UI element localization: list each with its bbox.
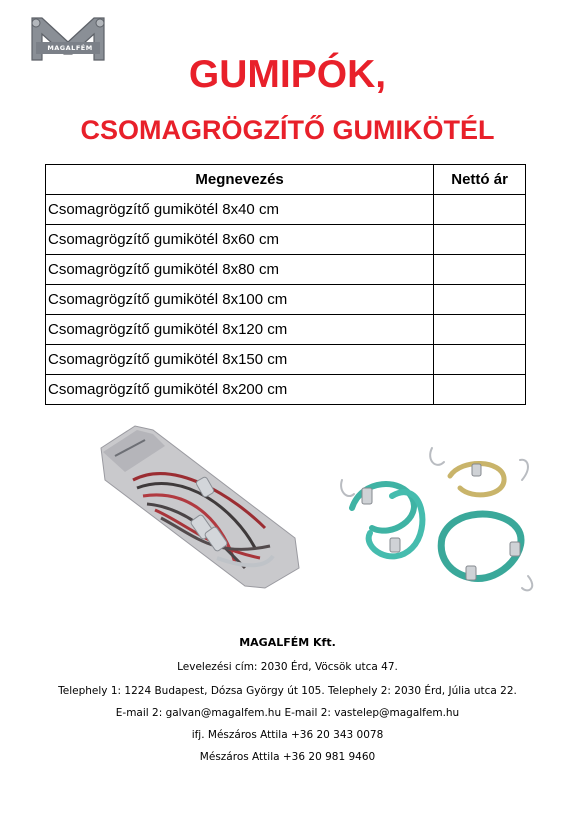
mailing-address: Levelezési cím: 2030 Érd, Vöcsök utca 47.	[177, 661, 398, 673]
product-name: Csomagrögzítő gumikötél 8x120 cm	[46, 315, 434, 345]
table-row	[46, 315, 526, 345]
page-title: GUMIPÓK,	[188, 53, 387, 96]
product-name: Csomagrögzítő gumikötél 8x150 cm	[46, 345, 434, 375]
product-name: Csomagrögzítő gumikötél 8x100 cm	[46, 285, 434, 315]
product-photo-cords	[332, 438, 547, 598]
product-price	[434, 255, 526, 285]
table-row	[46, 225, 526, 255]
product-name: Csomagrögzítő gumikötél 8x60 cm	[46, 225, 434, 255]
phone-contact-2: Mészáros Attila +36 20 981 9460	[199, 751, 376, 763]
product-price	[434, 285, 526, 315]
product-name: Csomagrögzítő gumikötél 8x40 cm	[46, 195, 434, 225]
bungee-cords-image	[332, 438, 547, 598]
product-photo-packaged	[95, 418, 305, 590]
phone-contact-1: ifj. Mészáros Attila +36 20 343 0078	[191, 729, 384, 741]
table-row	[46, 375, 526, 405]
site-addresses: Telephely 1: 1224 Budapest, Dózsa György út 105. Telephely 2: 2030 Érd, Júlia utca 22.	[58, 685, 517, 697]
header-name: Megnevezés	[46, 165, 434, 195]
table-row	[46, 255, 526, 285]
product-price	[434, 315, 526, 345]
page-subtitle: CSOMAGRÖGZÍTŐ GUMIKÖTÉL	[80, 115, 495, 145]
table-row	[46, 345, 526, 375]
logo-text: MAGALFÉM	[47, 44, 93, 52]
product-name: Csomagrögzítő gumikötél 8x200 cm	[46, 375, 434, 405]
table-row	[46, 285, 526, 315]
product-price	[434, 225, 526, 255]
company-name: MAGALFÉM Kft.	[239, 636, 336, 649]
table-header-row	[46, 165, 526, 195]
email-contacts: E-mail 2: galvan@magalfem.hu E-mail 2: vastelep@magalfem.hu	[115, 707, 460, 719]
bungee-package-image	[95, 418, 305, 590]
product-price	[434, 195, 526, 225]
product-price	[434, 375, 526, 405]
table-row	[46, 195, 526, 225]
product-price	[434, 345, 526, 375]
header-price: Nettó ár	[434, 165, 526, 195]
product-name: Csomagrögzítő gumikötél 8x80 cm	[46, 255, 434, 285]
price-table	[45, 164, 526, 405]
